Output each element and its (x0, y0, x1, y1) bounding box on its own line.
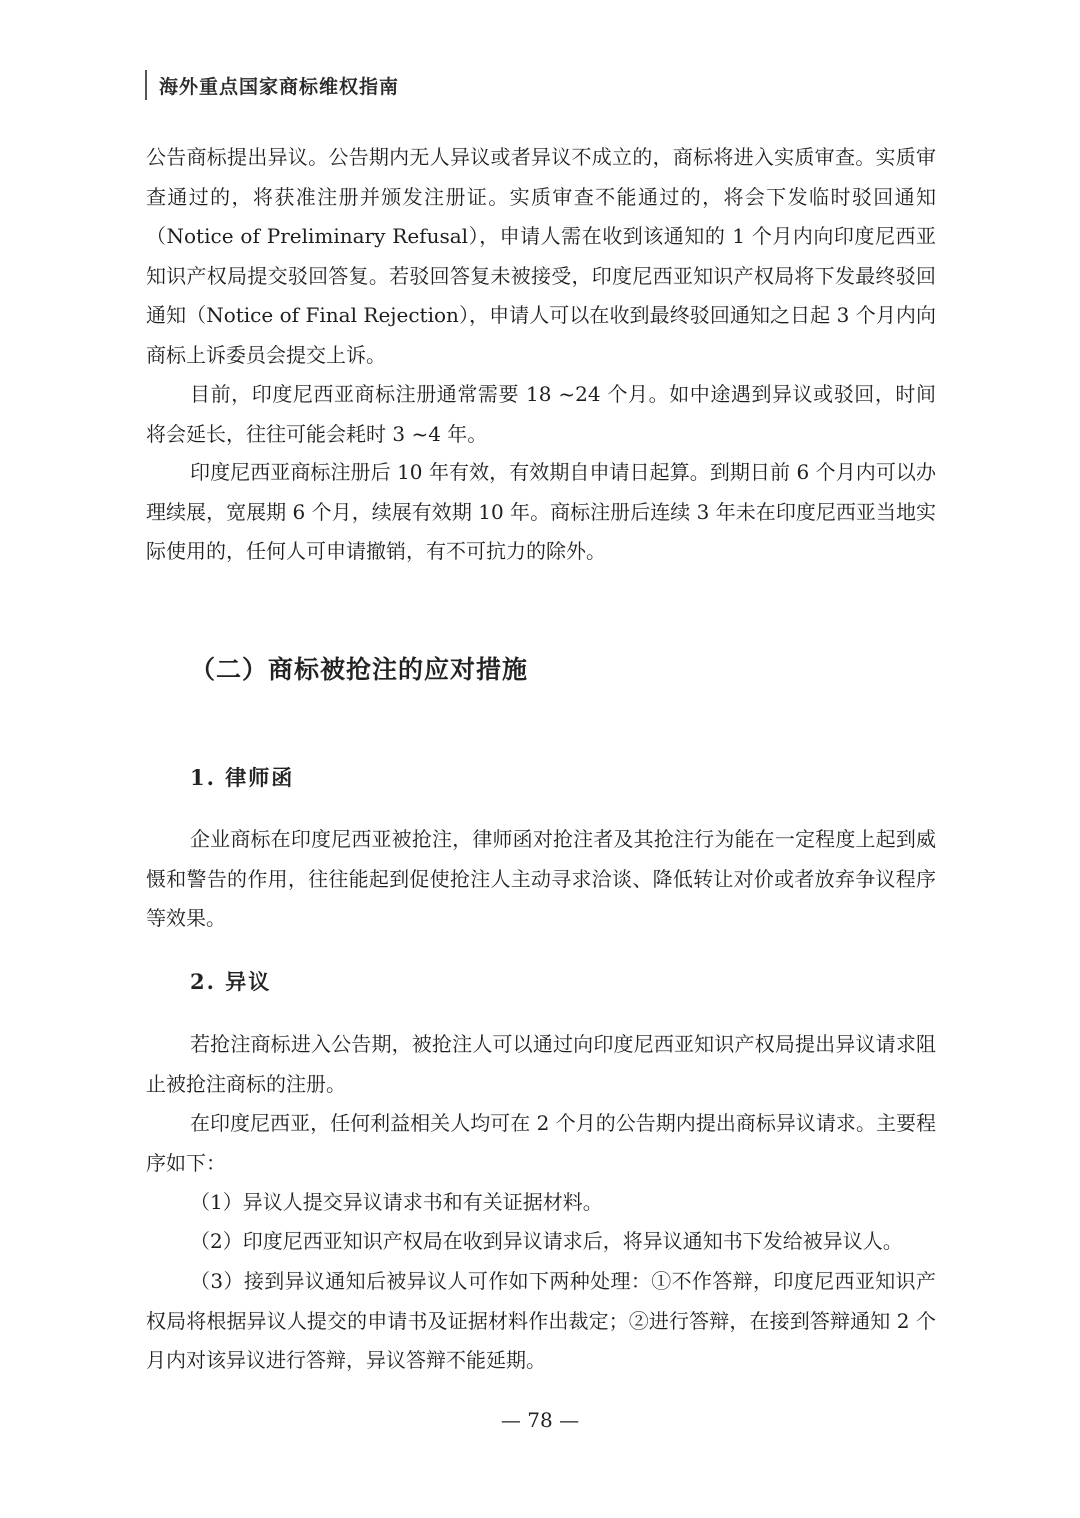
paragraph-lawyer-letter: 企业商标在印度尼西亚被抢注，律师函对抢注者及其抢注行为能在一定程度上起到威慑和警告的作用，往往能起到促使抢注人主动寻求洽谈、降低转让对价或者放弃争议程序等效果。 (146, 827, 936, 930)
procedure-step-1: （1）异议人提交异议请求书和有关证据材料。 (190, 1190, 603, 1214)
running-header (145, 68, 399, 102)
subsection-heading-lawyer-letter: 1. 律师函 (190, 765, 295, 790)
section-heading: （二）商标被抢注的应对措施 (190, 655, 529, 684)
paragraph-opposition-intro: 若抢注商标进入公告期，被抢注人可以通过向印度尼西亚知识产权局提出异议请求阻止被抢注商标的注册。 (146, 1032, 936, 1096)
running-header-title: 海外重点国家商标维权指南 (159, 75, 400, 98)
header-rule (145, 70, 147, 100)
paragraph-registration-duration: 目前，印度尼西亚商标注册通常需要 18 ~24 个月。如中途遇到异议或驳回，时间将会延长，往往可能会耗时 3 ~4 年。 (146, 382, 936, 446)
subsection-heading-opposition: 2. 异议 (190, 969, 272, 994)
paragraph-examination-process: 公告商标提出异议。公告期内无人异议或者异议不成立的，商标将进入实质审查。实质审查通过的，将获准注册并颁发注册证。实质审查不能通过的，将会下发临时驳回通知（Notice of Preliminary Refusal），申请人需在收到该通知的 1 个月内向印度尼西亚知识产权局提交驳回答复。若驳回答复未被接受，印度尼西亚知识产权局将下发最终驳回通知（Notice of Final Rejection），申请人可以在收到最终驳回通知之日起 3 个月内向商标上诉委员会提交上诉。 (146, 145, 936, 367)
procedure-step-3: （3）接到异议通知后被异议人可作如下两种处理：①不作答辩，印度尼西亚知识产权局将根据异议人提交的申请书及证据材料作出裁定；②进行答辩，在接到答辩通知 2 个月内对该异议进行答辩，异议答辩不能延期。 (146, 1269, 936, 1372)
page-number: — 78 — (500, 1408, 580, 1432)
procedure-step-2: （2）印度尼西亚知识产权局在收到异议请求后，将异议通知书下发给被异议人。 (190, 1229, 903, 1253)
paragraph-opposition-procedure: 在印度尼西亚，任何利益相关人均可在 2 个月的公告期内提出商标异议请求。主要程序如下： (146, 1111, 936, 1175)
paragraph-validity-renewal: 印度尼西亚商标注册后 10 年有效，有效期自申请日起算。到期日前 6 个月内可以办理续展，宽展期 6 个月，续展有效期 10 年。商标注册后连续 3 年未在印度尼西亚当地实际使用的，任何人可申请撤销，有不可抗力的除外。 (146, 460, 936, 563)
